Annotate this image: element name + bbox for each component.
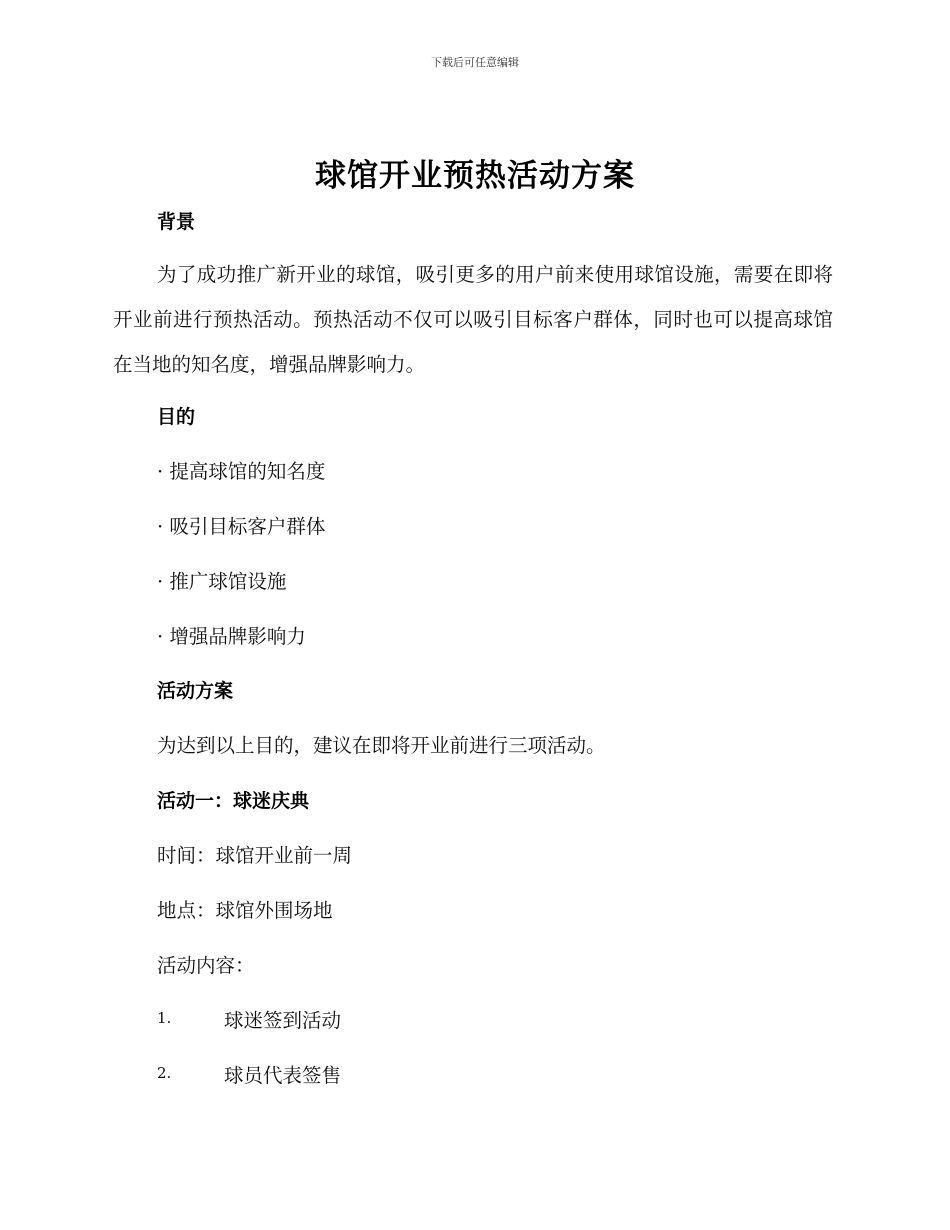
goal-item: · 增强品牌影响力 <box>157 625 306 648</box>
section-heading-activity1: 活动一：球迷庆典 <box>157 790 310 812</box>
document-title: 球馆开业预热活动方案 <box>315 158 635 194</box>
list-item-number: 1. <box>157 1009 172 1027</box>
activity1-place: 地点：球馆外围场地 <box>157 899 333 922</box>
goal-item: · 推广球馆设施 <box>157 570 287 593</box>
page-header-note: 下载后可任意编辑 <box>431 56 519 69</box>
list-item-number: 2. <box>157 1064 172 1082</box>
goal-item: · 提高球馆的知名度 <box>157 460 326 483</box>
section-heading-plan: 活动方案 <box>157 680 234 702</box>
section-heading-goals: 目的 <box>157 406 196 428</box>
list-item-text: 球员代表签售 <box>224 1064 342 1087</box>
activity1-time: 时间：球馆开业前一周 <box>157 844 353 867</box>
section-heading-background: 背景 <box>157 211 196 233</box>
goal-item: · 吸引目标客户群体 <box>157 515 326 538</box>
list-item-text: 球迷签到活动 <box>224 1009 342 1032</box>
activity1-content-label: 活动内容： <box>157 954 255 977</box>
background-paragraph: 为了成功推广新开业的球馆，吸引更多的用户前来使用球馆设施，需要在即将开业前进行预热活动。预热活动不仅可以吸引目标客户群体，同时也可以提高球馆在当地的知名度，增强品牌影响力。 <box>113 263 833 376</box>
plan-intro: 为达到以上目的，建议在即将开业前进行三项活动。 <box>157 734 606 757</box>
